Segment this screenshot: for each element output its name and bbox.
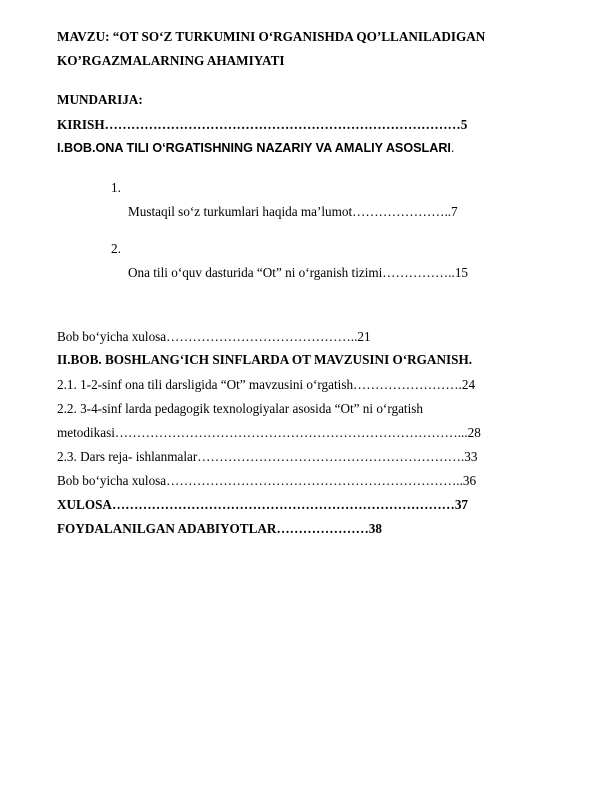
toc-entry-chapter-1 xyxy=(57,140,454,156)
toc-entry-chapter-2-summary: Bob bo‘yicha xulosa…………………………………………………………..36 xyxy=(57,473,477,488)
document-title-line-1: MAVZU: “OT SO‘Z TURKUMINI O‘RGANISHDA QO’LLANILADIGAN xyxy=(57,29,486,44)
toc-entry-chapter-2: II.BOB. BOSHLANG‘ICH SINFLARDA OT MAVZUSINI O‘RGANISH. xyxy=(57,352,472,367)
contents-heading: MUNDARIJA: xyxy=(57,92,143,107)
toc-item-number-2: 2. xyxy=(111,241,121,256)
toc-item-number-1: 1. xyxy=(111,180,121,195)
document-title-line-2: KO’RGAZMALARNING AHAMIYATI xyxy=(57,53,285,68)
toc-entry-2-3: 2.3. Dars reja- ishlanmalar…………………………………………………….33 xyxy=(57,449,478,464)
toc-entry-chapter-1-trail: . xyxy=(450,141,455,155)
toc-entry-conclusion: XULOSA……………………………………………………………………37 xyxy=(57,497,469,512)
toc-entry-2-2: 2.2. 3-4-sinf larda pedagogik texnologiyalar asosida “Ot” ni o‘rgatish xyxy=(57,401,423,416)
toc-entry-chapter-1-text: I.BOB.ONA TILI O‘RGATISHNING NAZARIY VA AMALIY ASOSLARI xyxy=(57,141,451,155)
toc-entry-1-2: Ona tili o‘quv dasturida “Ot” ni o‘rganish tizimi……………..15 xyxy=(128,265,469,280)
toc-entry-kirish: KIRISH………………………………………………………………………5 xyxy=(57,117,468,132)
toc-entry-2-1: 2.1. 1-2-sinf ona tili darsligida “Ot” mavzusini o‘rgatish…………………….24 xyxy=(57,377,476,392)
toc-entry-chapter-1-summary: Bob bo‘yicha xulosa……………………………………..21 xyxy=(57,329,371,344)
toc-entry-1-1: Mustaqil so‘z turkumlari haqida ma’lumot…………………..7 xyxy=(128,204,458,219)
toc-entry-2-2-cont: metodikasi……………………………………………………………………...28 xyxy=(57,425,481,440)
toc-entry-references: FOYDALANILGAN ADABIYOTLAR…………………38 xyxy=(57,521,382,536)
